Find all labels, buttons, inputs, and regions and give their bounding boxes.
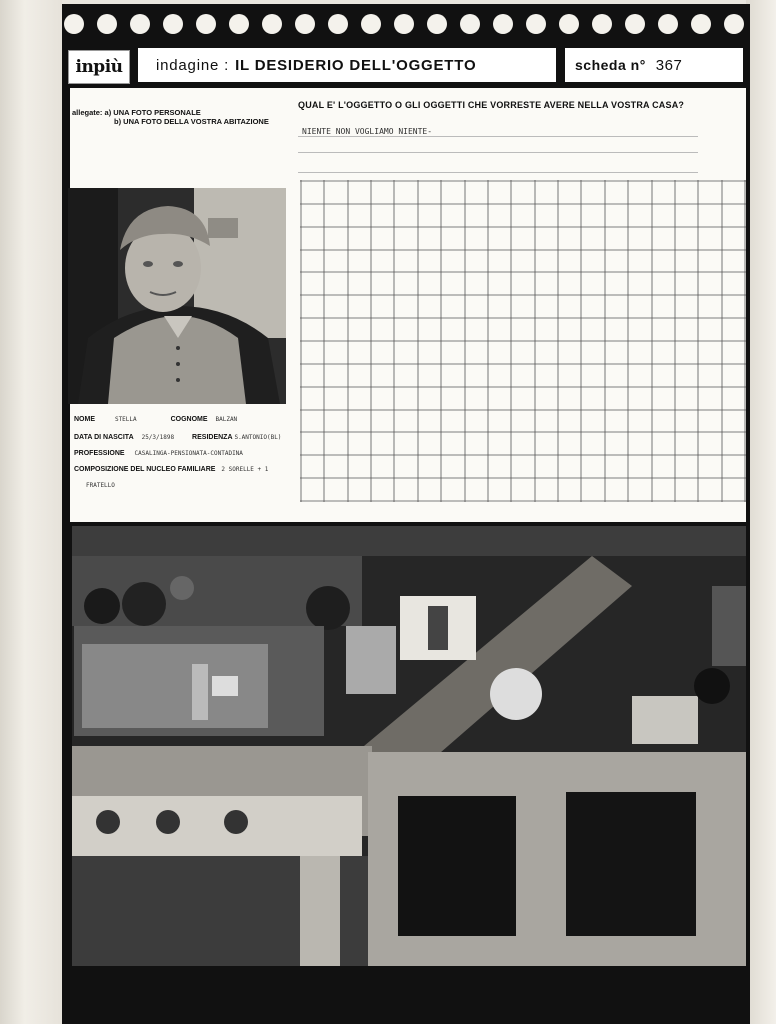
residenza-label: RESIDENZA — [192, 434, 233, 441]
punched-hole — [64, 14, 84, 34]
punched-hole — [658, 14, 678, 34]
punched-hole — [262, 14, 282, 34]
punched-hole — [592, 14, 612, 34]
survey-sheet — [62, 4, 750, 1024]
punched-hole — [163, 14, 183, 34]
scheda-number-box — [565, 48, 743, 82]
punched-hole — [559, 14, 579, 34]
portrait-photo — [68, 188, 286, 404]
punched-hole — [130, 14, 150, 34]
punched-hole — [724, 14, 744, 34]
nome-label: NOME — [74, 416, 95, 423]
nome-value: STELLA — [114, 416, 137, 423]
book-page-edge-right — [746, 0, 776, 1024]
cognome-value: BALZAN — [215, 416, 238, 423]
scheda-number: 367 — [655, 56, 683, 74]
answer-rule-line — [298, 172, 698, 173]
nucleo-value: 2 SORELLE + 1 — [221, 466, 269, 473]
punched-hole — [460, 14, 480, 34]
allegate-item-a: a) UNA FOTO PERSONALE — [104, 108, 201, 117]
survey-question: QUAL E' L'OGGETTO O GLI OGGETTI CHE VORRESTE AVERE NELLA VOSTRA CASA? — [298, 100, 685, 110]
nucleo-value-continued: FRATELLO — [86, 482, 115, 489]
title-prefix: indagine : — [156, 56, 230, 74]
punched-hole — [427, 14, 447, 34]
form-area — [70, 88, 746, 522]
attachments-note — [72, 108, 269, 126]
punched-hole — [625, 14, 645, 34]
scheda-label: scheda n° — [575, 57, 646, 73]
book-page-edge-left — [0, 0, 62, 1024]
nascita-label: DATA DI NASCITA — [74, 434, 134, 441]
punched-hole — [394, 14, 414, 34]
inpiu-logo: inpiù — [68, 50, 130, 84]
nascita-value: 25/3/1898 — [141, 434, 175, 441]
kitchen-photo — [72, 526, 746, 966]
answer-rule-line — [298, 152, 698, 153]
answer-grid — [300, 180, 746, 502]
nucleo-label: COMPOSIZIONE DEL NUCLEO FAMILIARE — [74, 466, 216, 473]
residenza-value: S.ANTONIO(BL) — [234, 434, 282, 441]
allegate-label: allegate: — [72, 108, 103, 117]
header-bar — [62, 46, 750, 86]
punched-hole — [196, 14, 216, 34]
punched-hole — [229, 14, 249, 34]
answer-rule-line — [298, 136, 698, 137]
professione-label: PROFESSIONE — [74, 450, 125, 457]
punched-hole — [691, 14, 711, 34]
punched-hole — [361, 14, 381, 34]
punched-hole — [328, 14, 348, 34]
survey-title — [138, 48, 556, 82]
punched-holes-strip — [62, 4, 750, 44]
punched-hole — [97, 14, 117, 34]
punched-hole — [493, 14, 513, 34]
allegate-item-b: b) UNA FOTO DELLA VOSTRA ABITAZIONE — [114, 117, 269, 126]
punched-hole — [526, 14, 546, 34]
title-main: IL DESIDERIO DELL'OGGETTO — [235, 56, 477, 74]
bottom-black-band — [62, 966, 750, 1024]
cognome-label: COGNOME — [170, 416, 208, 423]
punched-hole — [295, 14, 315, 34]
professione-value: CASALINGA-PENSIONATA-CONTADINA — [134, 450, 243, 457]
survey-answer: NIENTE NON VOGLIAMO NIENTE- — [302, 127, 433, 136]
